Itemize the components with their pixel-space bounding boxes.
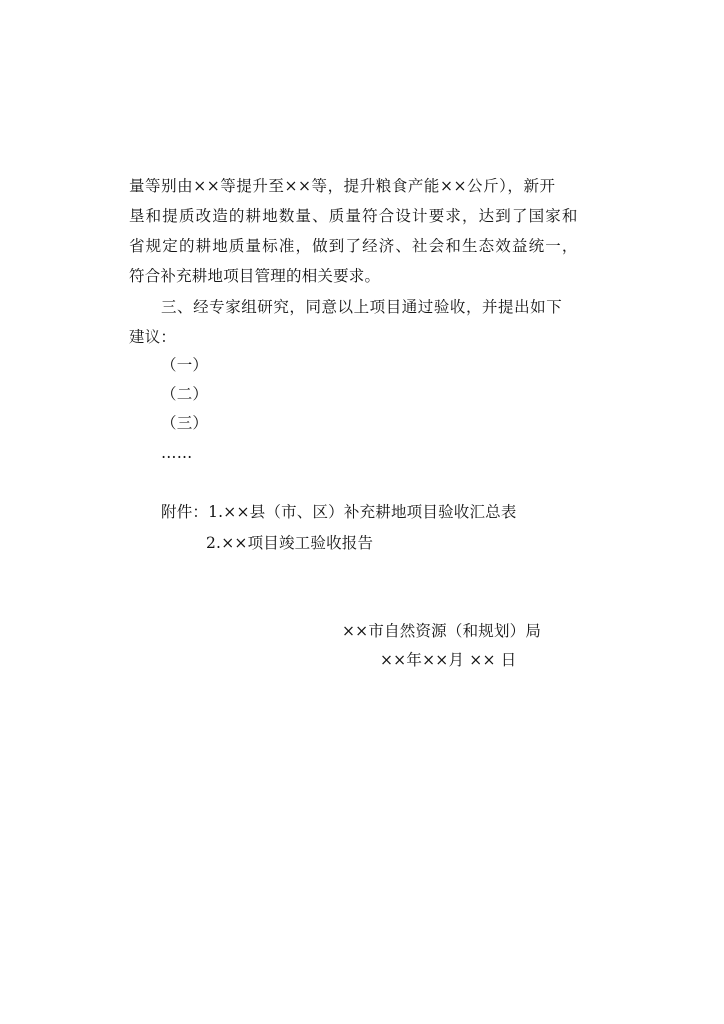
issue-date: ××年××月 ×× 日 xyxy=(380,651,517,669)
attachment-item: 附件：1.××县（市、区）补充耕地项目验收汇总表 xyxy=(161,503,517,521)
paragraph-line: 垦和提质改造的耕地数量、质量符合设计要求，达到了国家和 xyxy=(129,207,579,225)
suggestion-item: （一） xyxy=(161,356,209,374)
suggestion-item: （三） xyxy=(161,414,209,432)
suggestion-item: （二） xyxy=(161,385,209,403)
paragraph-line: 量等别由××等提升至××等，提升粮食产能××公斤），新开 xyxy=(129,177,556,195)
paragraph-line: 建议： xyxy=(129,328,177,346)
issuer-name: ××市自然资源（和规划）局 xyxy=(342,622,542,640)
ellipsis: …… xyxy=(161,444,193,462)
attachment-item: 2.××项目竣工验收报告 xyxy=(206,534,374,552)
paragraph-line: 三、经专家组研究，同意以上项目通过验收，并提出如下 xyxy=(161,298,563,316)
paragraph-line: 省规定的耕地质量标准，做到了经济、社会和生态效益统一， xyxy=(129,237,579,255)
paragraph-line: 符合补充耕地项目管理的相关要求。 xyxy=(129,267,381,285)
